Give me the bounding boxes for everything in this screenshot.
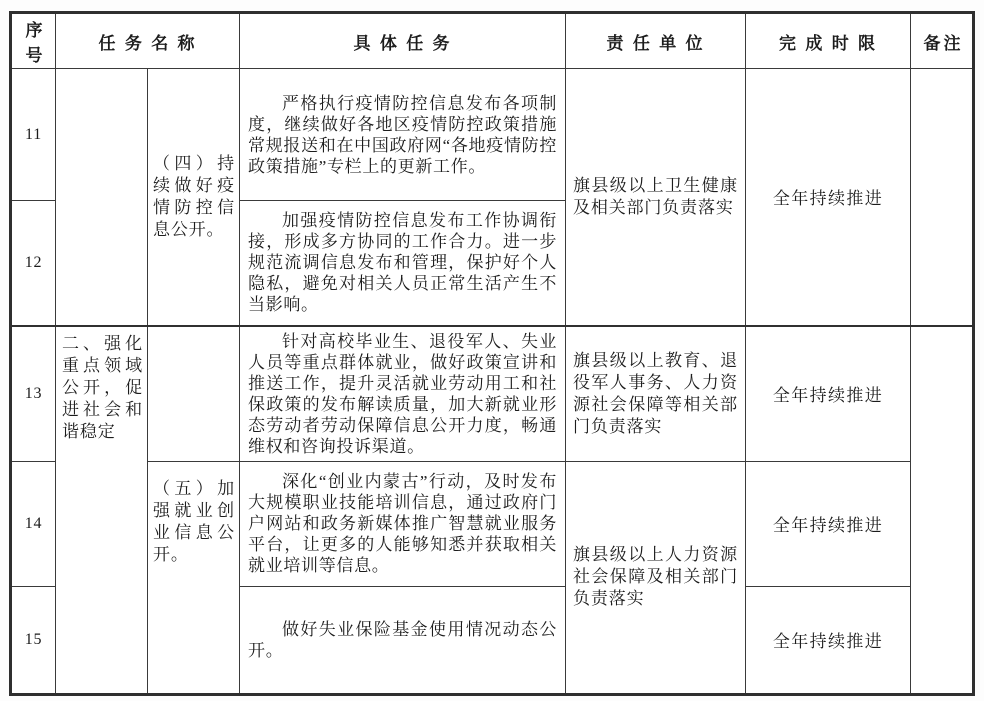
subtask-cell-empty-13 <box>148 326 240 462</box>
row12-no-cell: 12 <box>11 201 56 326</box>
group-cell-empty <box>56 69 148 326</box>
header-unit: 责任单位 <box>566 13 746 69</box>
header-deadline: 完成时限 <box>746 13 911 69</box>
header-detail: 具体任务 <box>240 13 566 69</box>
deadline-cell-15: 全年持续推进 <box>746 586 911 694</box>
header-note: 备注 <box>911 13 974 69</box>
row13-task-cell: 针对高校毕业生、退役军人、失业人员等重点群体就业，做好政策宣讲和推送工作，提升灵活就业劳动用工和社保政策的发布解读质量，加大新就业形态劳动者劳动保障信息公开力度，畅通维权和咨询投诉渠道。 <box>240 326 566 462</box>
header-no: 序号 <box>11 13 56 69</box>
unit-cell-14-15: 旗县级以上人力资源社会保障及相关部门负责落实 <box>566 461 746 694</box>
row14-no-cell: 14 <box>11 461 56 586</box>
task-table <box>9 11 975 696</box>
header-task-name: 任务名称 <box>56 13 240 69</box>
row11-task-cell: 严格执行疫情防控信息发布各项制度，继续做好各地区疫情防控政策措施常规报送和在中国政府网“各地疫情防控政策措施”专栏上的更新工作。 <box>240 69 566 201</box>
header-row <box>11 13 974 69</box>
row15-no-cell: 15 <box>11 586 56 694</box>
row11-no-cell: 11 <box>11 69 56 201</box>
row12-task-cell: 加强疫情防控信息发布工作协调衔接，形成多方协同的工作合力。进一步规范流调信息发布和管理，保护好个人隐私，避免对相关人员正常生活产生不当影响。 <box>240 201 566 326</box>
row-13 <box>11 326 974 462</box>
subtask-4-cell: （四）持续做好疫情防控信息公开。 <box>148 69 240 326</box>
note-cell-13-15 <box>911 326 974 695</box>
section-2-cell: 二、强化重点领域公开，促进社会和谐稳定 <box>56 326 148 695</box>
deadline-cell-13: 全年持续推进 <box>746 326 911 462</box>
row14-task-cell: 深化“创业内蒙古”行动，及时发布大规模职业技能培训信息，通过政府门户网站和政务新媒体推广智慧就业服务平台，让更多的人能够知悉并获取相关就业培训等信息。 <box>240 461 566 586</box>
unit-cell-11-12: 旗县级以上卫生健康及相关部门负责落实 <box>566 69 746 326</box>
row-11 <box>11 69 974 201</box>
deadline-cell-14: 全年持续推进 <box>746 461 911 586</box>
row-14 <box>11 461 974 586</box>
subtask-5-cell: （五）加强就业创业信息公开。 <box>148 461 240 694</box>
note-cell-11-12 <box>911 69 974 326</box>
row15-task-cell: 做好失业保险基金使用情况动态公开。 <box>240 586 566 694</box>
deadline-cell-11-12: 全年持续推进 <box>746 69 911 326</box>
row13-no-cell: 13 <box>11 326 56 462</box>
unit-cell-13: 旗县级以上教育、退役军人事务、人力资源社会保障等相关部门负责落实 <box>566 326 746 462</box>
